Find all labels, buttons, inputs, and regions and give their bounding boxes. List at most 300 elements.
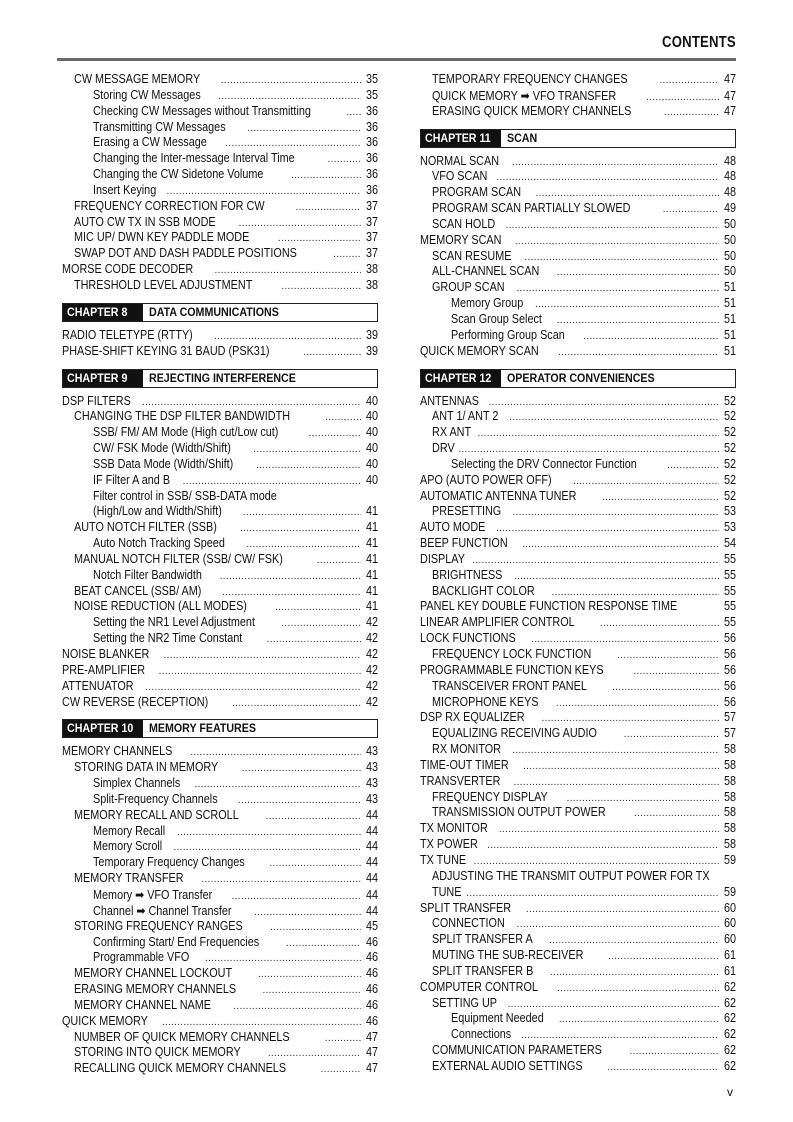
toc-entry[interactable]	[62, 568, 378, 584]
toc-entry-page: 50	[723, 248, 736, 263]
chapter-title-label: DATA COMMUNICATIONS	[149, 304, 279, 319]
toc-leader-dots	[559, 1014, 719, 1025]
toc-leader-dots	[542, 713, 719, 724]
toc-entry[interactable]	[62, 473, 378, 489]
toc-entry-title: FREQUENCY DISPLAY	[432, 789, 548, 804]
toc-entry[interactable]	[62, 808, 378, 824]
toc-leader-dots	[232, 891, 361, 902]
toc-entry-title: COMMUNICATION PARAMETERS	[432, 1043, 602, 1058]
toc-leader-dots	[205, 953, 361, 964]
toc-entry[interactable]	[420, 72, 736, 88]
toc-entry[interactable]	[62, 262, 378, 278]
toc-entry[interactable]	[420, 885, 736, 901]
toc-entry[interactable]	[420, 599, 736, 615]
toc-entry[interactable]	[62, 104, 378, 120]
toc-entry[interactable]	[62, 441, 378, 457]
toc-entry[interactable]	[420, 837, 736, 853]
toc-leader-dots	[162, 1017, 361, 1028]
toc-entry[interactable]	[420, 805, 736, 821]
toc-entry-title: Memory Group	[451, 296, 524, 311]
toc-entry-title: ANTENNAS	[420, 393, 479, 408]
toc-entry-title: PRE-AMPLIFIER	[62, 662, 146, 677]
toc-entry-page: 58	[723, 837, 736, 852]
toc-entry[interactable]	[420, 932, 736, 948]
toc-entry-title: STORING DATA IN MEMORY	[74, 760, 219, 775]
toc-entry[interactable]	[62, 615, 378, 631]
toc-entry[interactable]	[62, 695, 378, 711]
toc-entry[interactable]	[420, 980, 736, 996]
toc-entry-title: CW MESSAGE MEMORY	[74, 72, 201, 86]
toc-entry[interactable]	[420, 425, 736, 441]
toc-leader-dots	[321, 1064, 361, 1075]
toc-entry[interactable]	[420, 568, 736, 584]
toc-entry-page: 38	[365, 277, 378, 292]
toc-entry[interactable]	[420, 647, 736, 663]
toc-entry-title: SPLIT TRANSFER	[420, 900, 512, 915]
toc-leader-dots	[246, 539, 361, 550]
toc-entry-page: 36	[365, 151, 378, 166]
toc-entry-title: BACKLIGHT COLOR	[432, 583, 535, 598]
toc-leader-dots	[489, 397, 719, 408]
chapter-heading	[62, 303, 378, 322]
toc-leader-dots	[233, 1001, 361, 1012]
chapter-title	[501, 370, 679, 387]
toc-entry-page: 61	[723, 963, 736, 978]
toc-leader-dots	[254, 907, 361, 918]
toc-entry[interactable]	[420, 584, 736, 600]
toc-entry[interactable]	[420, 663, 736, 679]
toc-leader-dots	[667, 460, 719, 471]
toc-entry-title: LOCK FUNCTIONS	[420, 631, 516, 646]
toc-entry[interactable]	[420, 249, 736, 265]
toc-entry[interactable]	[62, 824, 378, 840]
toc-entry[interactable]	[62, 246, 378, 262]
toc-leader-dots	[612, 682, 719, 693]
toc-entry-page: 35	[365, 72, 378, 86]
toc-leader-dots	[521, 1030, 719, 1041]
toc-leader-dots	[232, 698, 361, 709]
toc-entry[interactable]	[420, 504, 736, 520]
toc-leader-dots	[516, 283, 719, 294]
toc-entry[interactable]	[62, 409, 378, 425]
toc-entry[interactable]	[420, 520, 736, 536]
toc-entry-page: 51	[723, 343, 736, 358]
toc-entry[interactable]	[420, 726, 736, 742]
toc-entry-title: TEMPORARY FREQUENCY CHANGES	[432, 72, 628, 86]
toc-entry[interactable]	[62, 1014, 378, 1030]
toc-entry-title: MUTING THE SUB-RECEIVER	[432, 948, 584, 963]
toc-entry-page: 56	[723, 694, 736, 709]
toc-entry[interactable]	[62, 855, 378, 871]
toc-entry-title: TUNE	[432, 884, 462, 899]
toc-entry[interactable]	[420, 710, 736, 726]
toc-entry[interactable]	[420, 964, 736, 980]
toc-entry-title: Equipment Needed	[451, 1011, 544, 1026]
toc-entry[interactable]	[62, 88, 378, 104]
toc-entry[interactable]	[420, 104, 736, 120]
toc-entry-title: TIME-OUT TIMER	[420, 757, 509, 772]
toc-entry-page: 44	[365, 887, 378, 902]
toc-entry-page: 42	[365, 678, 378, 693]
toc-entry-page: 40	[365, 472, 378, 487]
toc-entry[interactable]	[420, 88, 736, 104]
toc-leader-dots	[218, 91, 361, 102]
toc-entry[interactable]	[420, 1011, 736, 1027]
toc-entry[interactable]	[420, 1059, 736, 1075]
toc-entry[interactable]	[62, 394, 378, 410]
toc-leader-dots	[517, 919, 719, 930]
toc-entry-title: MIC UP/ DWN KEY PADDLE MODE	[74, 230, 250, 245]
toc-entry-page: 40	[365, 425, 378, 440]
toc-leader-dots	[535, 299, 719, 310]
toc-leader-dots	[167, 186, 361, 197]
toc-leader-dots	[190, 747, 361, 758]
chapter-heading	[62, 719, 378, 738]
toc-entry[interactable]	[420, 217, 736, 233]
toc-leader-dots	[214, 331, 361, 342]
toc-entry-title: COMPUTER CONTROL	[420, 979, 538, 994]
toc-entry-title: MEMORY CHANNEL LOCKOUT	[74, 966, 233, 981]
toc-entry-page: 59	[723, 884, 736, 899]
toc-leader-dots	[526, 904, 719, 915]
toc-entry[interactable]	[420, 394, 736, 410]
toc-entry-title: NOISE REDUCTION (ALL MODES)	[74, 599, 247, 614]
toc-entry-title: SSB Data Mode (Width/Shift)	[93, 456, 234, 471]
toc-leader-dots	[201, 874, 361, 885]
toc-leader-dots	[466, 888, 719, 899]
toc-entry-page: 55	[723, 615, 736, 630]
toc-entry-title: Memory Scroll	[93, 839, 163, 854]
toc-leader-dots	[296, 202, 361, 213]
toc-entry-title: Selecting the DRV Connector Function	[451, 456, 637, 471]
toc-entry-title: PROGRAMMABLE FUNCTION KEYS	[420, 662, 604, 677]
toc-entry-page: 58	[723, 773, 736, 788]
toc-entry[interactable]	[62, 230, 378, 246]
toc-leader-dots	[474, 856, 719, 867]
toc-entry-title: Simplex Channels	[93, 776, 181, 791]
toc-leader-dots	[177, 827, 361, 838]
toc-entry-page: 36	[365, 135, 378, 150]
toc-entry[interactable]	[420, 853, 736, 869]
toc-entry[interactable]	[62, 344, 378, 360]
toc-entry[interactable]	[62, 776, 378, 792]
toc-leader-dots	[496, 523, 719, 534]
toc-entry[interactable]	[62, 167, 378, 183]
toc-entry-title: Changing the Inter-message Interval Time	[93, 151, 295, 166]
toc-entry[interactable]	[420, 615, 736, 631]
toc-entry[interactable]	[420, 473, 736, 489]
toc-leader-dots	[536, 188, 719, 199]
toc-entry[interactable]	[420, 916, 736, 932]
toc-leader-dots	[557, 267, 719, 278]
chapter-title	[143, 370, 320, 387]
toc-entry-title: TX TUNE	[420, 852, 467, 867]
toc-entry[interactable]	[420, 679, 736, 695]
toc-entry[interactable]	[420, 280, 736, 296]
toc-entry[interactable]	[62, 760, 378, 776]
toc-entry-title: AUTOMATIC ANTENNA TUNER	[420, 488, 577, 503]
toc-entry-page: 40	[365, 441, 378, 456]
toc-entry[interactable]	[420, 169, 736, 185]
toc-entry-title: Setting the NR1 Level Adjustment	[93, 615, 255, 630]
toc-entry[interactable]	[62, 792, 378, 808]
toc-leader-dots	[240, 523, 361, 534]
toc-entry-page: 59	[723, 852, 736, 867]
toc-entry-title: SETTING UP	[432, 995, 497, 1010]
toc-leader-dots	[487, 840, 719, 851]
toc-entry-page: 55	[724, 599, 737, 614]
chapter-heading	[420, 129, 736, 148]
toc-entry[interactable]	[62, 679, 378, 695]
toc-entry-title: PROGRAM SCAN PARTIALLY SLOWED	[432, 201, 631, 216]
toc-entry[interactable]	[62, 183, 378, 199]
toc-entry[interactable]	[420, 901, 736, 917]
chapter-title	[143, 720, 273, 737]
toc-entry[interactable]	[62, 278, 378, 294]
toc-entry-title: ANT 1/ ANT 2	[432, 409, 499, 424]
toc-entry-title: SCAN HOLD	[432, 216, 496, 231]
toc-leader-dots	[549, 935, 719, 946]
toc-entry-page: 60	[723, 932, 736, 947]
toc-entry-page: 52	[723, 425, 736, 440]
toc-entry-title: RX MONITOR	[432, 742, 502, 757]
toc-entry[interactable]	[62, 966, 378, 982]
toc-entry-page: 58	[723, 789, 736, 804]
toc-leader-dots	[258, 969, 361, 980]
toc-entry-title: MEMORY CHANNELS	[62, 744, 173, 759]
toc-leader-dots	[602, 492, 719, 503]
toc-leader-dots	[221, 75, 361, 86]
toc-entry-page: 62	[723, 1011, 736, 1026]
toc-entry[interactable]	[62, 457, 378, 473]
toc-entry[interactable]	[62, 151, 378, 167]
toc-entry-title: MEMORY CHANNEL NAME	[74, 997, 212, 1012]
header-rule	[57, 58, 736, 61]
toc-entry[interactable]	[420, 344, 736, 360]
toc-entry[interactable]	[62, 839, 378, 855]
toc-leader-dots	[247, 123, 361, 134]
toc-entry-page: 46	[365, 997, 378, 1012]
toc-entry-page: 61	[723, 948, 736, 963]
toc-entry[interactable]	[62, 504, 378, 520]
toc-leader-dots	[268, 1048, 361, 1059]
toc-leader-dots	[515, 236, 719, 247]
toc-leader-dots	[512, 157, 719, 168]
toc-entry[interactable]	[62, 1061, 378, 1077]
toc-leader-dots	[142, 397, 361, 408]
toc-entry-title: CHANGING THE DSP FILTER BANDWIDTH	[74, 409, 291, 424]
toc-entry-page: 60	[723, 900, 736, 915]
toc-leader-dots	[512, 507, 719, 518]
toc-leader-dots	[159, 666, 361, 677]
toc-entry[interactable]	[420, 312, 736, 328]
toc-entry-page: 56	[723, 662, 736, 677]
toc-entry-title: Memory ➡ VFO Transfer	[93, 887, 213, 902]
toc-entry[interactable]	[420, 631, 736, 647]
toc-entry[interactable]	[420, 1043, 736, 1059]
toc-entry[interactable]	[420, 296, 736, 312]
toc-entry[interactable]	[62, 135, 378, 151]
toc-entry[interactable]	[420, 1027, 736, 1043]
toc-entry-page: 47	[723, 72, 736, 86]
toc-entry-page: 38	[365, 262, 378, 277]
toc-entry-page: 56	[723, 631, 736, 646]
toc-entry[interactable]	[62, 199, 378, 215]
toc-entry-title: STORING FREQUENCY RANGES	[74, 918, 243, 933]
toc-entry-page: 36	[365, 167, 378, 182]
toc-entry-page: 51	[723, 280, 736, 295]
toc-entry[interactable]	[420, 409, 736, 425]
toc-entry[interactable]	[420, 948, 736, 964]
toc-entry[interactable]	[62, 120, 378, 136]
toc-leader-dots	[630, 1046, 719, 1057]
toc-entry-title: QUICK MEMORY ➡ VFO TRANSFER	[432, 88, 617, 103]
toc-leader-dots	[325, 1033, 361, 1044]
toc-entry[interactable]	[420, 185, 736, 201]
toc-leader-dots	[573, 476, 719, 487]
toc-entry-page: 42	[365, 615, 378, 630]
toc-entry[interactable]	[62, 919, 378, 935]
toc-entry[interactable]	[420, 264, 736, 280]
toc-entry-page: 53	[723, 504, 736, 519]
toc-leader-dots	[567, 793, 719, 804]
toc-entry-title: SCAN RESUME	[432, 248, 512, 263]
toc-entry[interactable]	[62, 425, 378, 441]
toc-entry-page: 46	[365, 950, 378, 965]
toc-entry[interactable]	[420, 552, 736, 568]
toc-entry[interactable]	[420, 774, 736, 790]
toc-leader-dots	[524, 252, 719, 263]
toc-leader-dots	[531, 634, 719, 645]
toc-entry-title: PHASE-SHIFT KEYING 31 BAUD (PSK31)	[62, 343, 270, 358]
toc-leader-dots	[309, 428, 361, 439]
toc-entry[interactable]	[420, 869, 736, 885]
toc-entry[interactable]	[420, 758, 736, 774]
chapter-number-label: CHAPTER 10	[67, 721, 134, 736]
toc-entry[interactable]	[420, 790, 736, 806]
toc-leader-dots	[659, 75, 719, 86]
toc-entry-title: MEMORY RECALL AND SCROLL	[74, 807, 239, 822]
toc-entry-title: Filter control in SSB/ SSB-DATA mode	[93, 488, 277, 503]
toc-leader-dots	[286, 938, 361, 949]
toc-leader-dots	[663, 204, 719, 215]
toc-entry-title: THRESHOLD LEVEL ADJUSTMENT	[74, 277, 253, 292]
toc-leader-dots	[512, 745, 719, 756]
toc-entry[interactable]	[62, 328, 378, 344]
toc-leader-dots	[281, 281, 361, 292]
toc-entry[interactable]	[62, 935, 378, 951]
toc-entry[interactable]	[62, 950, 378, 966]
toc-entry-page: 58	[723, 805, 736, 820]
toc-entry-page: 60	[723, 916, 736, 931]
toc-entry[interactable]	[420, 154, 736, 170]
toc-entry-title: CONNECTION	[432, 916, 505, 931]
toc-entry[interactable]	[62, 998, 378, 1014]
toc-leader-dots	[458, 444, 719, 455]
toc-leader-dots	[557, 315, 719, 326]
toc-entry[interactable]	[62, 647, 378, 663]
toc-entry[interactable]	[420, 695, 736, 711]
chapter-number-label: CHAPTER 9	[67, 370, 128, 385]
toc-entry[interactable]	[420, 328, 736, 344]
toc-leader-dots	[220, 571, 361, 582]
toc-entry[interactable]	[62, 871, 378, 887]
toc-entry-title: AUTO NOTCH FILTER (SSB)	[74, 520, 217, 535]
toc-entry-title: BRIGHTNESS	[432, 567, 503, 582]
toc-entry[interactable]	[62, 1045, 378, 1061]
toc-leader-dots	[646, 92, 719, 103]
toc-entry-title: ERASING MEMORY CHANNELS	[74, 982, 237, 997]
toc-entry[interactable]	[62, 663, 378, 679]
toc-entry[interactable]	[420, 233, 736, 249]
toc-entry-page: 52	[723, 441, 736, 456]
toc-entry-page: 47	[723, 88, 736, 103]
chapter-number-label: CHAPTER 8	[67, 304, 128, 319]
toc-entry[interactable]	[420, 201, 736, 217]
toc-entry[interactable]	[62, 215, 378, 231]
toc-leader-dots	[215, 265, 361, 276]
toc-leader-dots	[163, 650, 361, 661]
toc-entry[interactable]	[420, 441, 736, 457]
toc-entry-page: 41	[365, 583, 378, 598]
toc-entry[interactable]	[62, 744, 378, 760]
toc-entry[interactable]	[62, 599, 378, 615]
toc-entry[interactable]	[420, 996, 736, 1012]
toc-entry[interactable]	[62, 552, 378, 568]
toc-entry-title: PANEL KEY DOUBLE FUNCTION RESPONSE TIME	[420, 599, 678, 614]
toc-entry[interactable]	[62, 584, 378, 600]
toc-entry-page: 45	[365, 918, 378, 933]
toc-entry[interactable]	[62, 520, 378, 536]
toc-entry[interactable]	[420, 457, 736, 473]
toc-entry[interactable]	[62, 536, 378, 552]
toc-entry[interactable]	[62, 631, 378, 647]
toc-entry-title: NORMAL SCAN	[420, 153, 500, 168]
toc-entry-page: 46	[365, 966, 378, 981]
toc-entry[interactable]	[62, 72, 378, 88]
toc-entry-page: 62	[723, 1043, 736, 1058]
toc-leader-dots	[634, 808, 719, 819]
toc-entry-title: Auto Notch Tracking Speed	[93, 536, 225, 551]
toc-entry-title: EXTERNAL AUDIO SETTINGS	[432, 1058, 583, 1073]
toc-entry[interactable]	[62, 982, 378, 998]
toc-leader-dots	[325, 412, 361, 423]
toc-entry[interactable]	[62, 489, 378, 505]
toc-entry[interactable]	[62, 903, 378, 919]
toc-entry-page: 41	[365, 551, 378, 566]
toc-entry[interactable]	[420, 742, 736, 758]
toc-entry[interactable]	[420, 821, 736, 837]
toc-entry[interactable]	[62, 887, 378, 903]
toc-entry-page: 44	[365, 807, 378, 822]
toc-leader-dots	[267, 634, 361, 645]
toc-entry[interactable]	[62, 1030, 378, 1046]
toc-entry-title: RADIO TELETYPE (RTTY)	[62, 327, 193, 342]
toc-entry[interactable]	[420, 536, 736, 552]
toc-entry[interactable]	[420, 489, 736, 505]
toc-entry-page: 47	[723, 103, 736, 118]
toc-leader-dots	[664, 107, 719, 118]
toc-entry-title: AUTO CW TX IN SSB MODE	[74, 214, 216, 229]
toc-entry-page: 42	[365, 662, 378, 677]
toc-entry-page: 37	[365, 214, 378, 229]
toc-entry-page: 62	[723, 1027, 736, 1042]
toc-entry-page: 40	[365, 409, 378, 424]
toc-entry-page: 58	[723, 742, 736, 757]
toc-entry-title: Scan Group Select	[451, 311, 542, 326]
toc-entry-title: STORING INTO QUICK MEMORY	[74, 1045, 241, 1060]
toc-entry-page: 41	[365, 504, 378, 519]
